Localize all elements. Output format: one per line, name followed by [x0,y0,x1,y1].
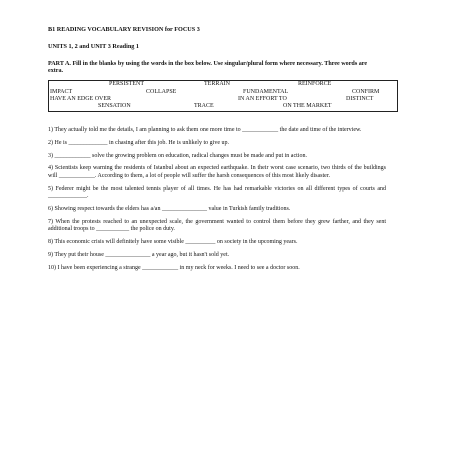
question-item [48,186,386,201]
word-box-row [49,81,397,88]
word-box-word: REINFORCE [298,81,332,88]
worksheet-title: B1 READING VOCABULARY REVISION for FOCUS 3 [48,26,200,33]
question-item [48,265,386,272]
question-item [48,153,386,160]
question-text: 10) I have been experiencing a strange ____________ in my neck for weeks. I need to see a doctor soon. [48,264,300,271]
question-text: 5) Federer might be the most talented tennis player of all times. He has had remarkable victories on all different types of courts and _____________. [48,185,386,199]
word-box-row [49,96,397,103]
word-box-row [49,103,397,110]
word-box-word: DISTINCT [346,95,374,102]
question-item [48,140,386,147]
word-box-word: CONFIRM [352,88,380,95]
question-text: 8) This economic crisis will definitely have some visible __________ on society in the upcoming years. [48,238,298,245]
worksheet-page [48,26,388,278]
units-subtitle: UNITS 1, 2 and UNIT 3 Reading 1 [48,43,140,50]
question-item [48,206,386,213]
word-box-word: IN AN EFFORT TO [238,95,287,102]
word-box [48,80,398,112]
word-box-word: TRACE [194,102,214,109]
part-a-instructions: PART A. Fill in the blanks by using the words in the box below. Use singular/plural form where necessary. Three words are extra. [48,61,368,75]
word-box-word: HAVE AN EDGE OVER [50,95,112,102]
question-text: 2) He is _____________ in chasing after this job. He is unlikely to give up. [48,139,229,146]
question-text: 4) Scientists keep warning the residents of Istanbul about an expected earthquake. In their worst case scenario, two thirds of the buildings will ____________. According to them, a lot of people will suffer the harsh consequences of this most likely disaster. [48,165,386,179]
word-box-word: ON THE MARKET [283,102,332,109]
word-box-word: COLLAPSE [146,88,177,95]
question-item [48,239,386,246]
word-box-row [49,89,397,96]
word-box-word: TERRAIN [204,81,230,88]
word-box-word: PERSISTENT [109,81,145,88]
word-box-word: SENSATION [98,102,131,109]
question-list [48,127,386,272]
question-text: 7) When the protests reached to an unexpected scale, the government wanted to control them before they grew farther, and they sent additional troops to ___________ the police on duty. [48,218,386,233]
question-text: 6) Showing respect towards the elders has a/an _______________ value in Turkish family traditions. [48,205,291,212]
question-item [48,165,386,180]
question-item [48,252,386,259]
question-item [48,127,386,134]
question-text: 1) They actually told me the details, I am planning to ask them one more time to ____________ the date and time of the interview. [48,126,362,133]
question-text: 9) They put their house _______________ a year ago, but it hasn't sold yet. [48,251,230,258]
word-box-word: IMPACT [50,88,73,95]
word-box-word: FUNDAMENTAL [243,88,289,95]
question-text: 3) ____________ solve the growing problem on education, radical changes must be made and put in action. [48,152,307,159]
question-item [48,219,386,234]
